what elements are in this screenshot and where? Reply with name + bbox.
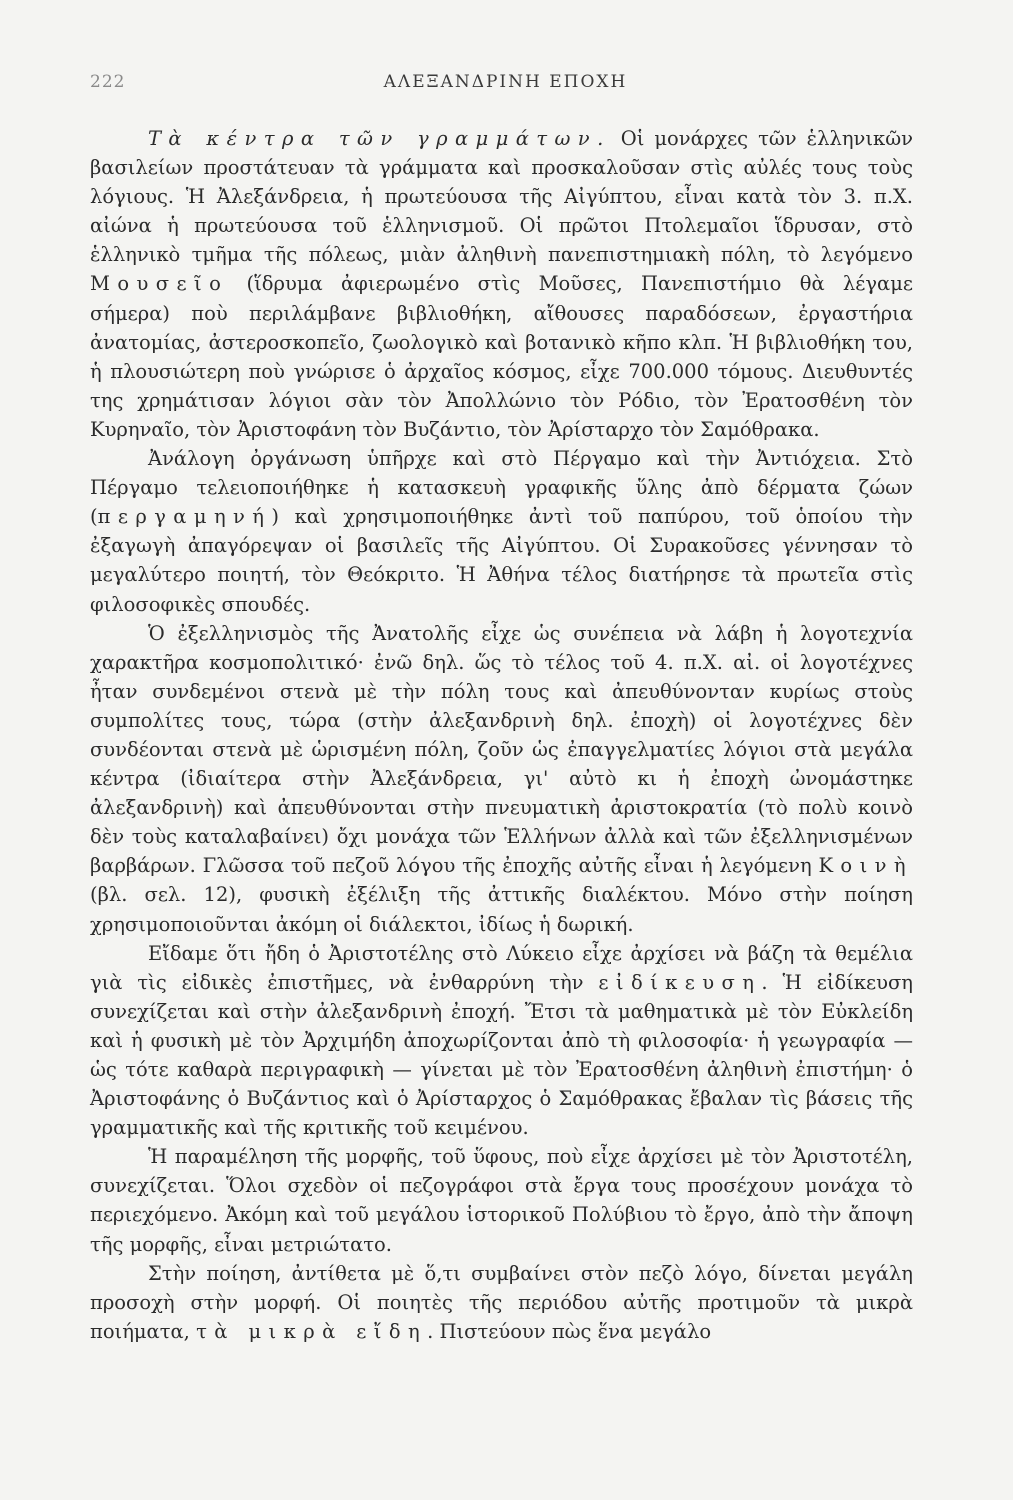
paragraph-text: Ἀνάλογη ὀργάνωση ὑπῆρχε καὶ στὸ Πέργαμο καὶ τὴν Ἀντιόχεια. Στὸ Πέργαμο τελειοποιήθηκε ἡ κατασκευὴ γραφικῆς ὕλης ἀπὸ δέρματα ζώων (	[90, 447, 913, 529]
spaced-term: τὰ μικρὰ εἴδη	[196, 1319, 428, 1343]
paragraph-text: Εἴδαμε ὅτι ἤδη ὁ Ἀριστοτέλης στὸ Λύκειο εἶχε ἀρχίσει νὰ βάζη τὰ θεμέλια γιὰ τὶς εἰδικὲς ἐπιστῆμες, νὰ ἐνθαρρύνη τὴν	[90, 941, 913, 994]
paragraph-text: (βλ. σελ. 12), φυσικὴ ἐξέλιξη τῆς ἀττικῆς διαλέκτου. Μόνο στὴν ποίηση χρησιμοποιοῦνται ἀκόμη οἱ διάλεκτοι, ἰδίως ἡ δωρική.	[90, 883, 913, 936]
paragraph-1	[90, 124, 913, 444]
paragraph-3	[90, 619, 913, 939]
paragraph-4	[90, 939, 913, 1143]
spaced-term: Μουσεῖο	[90, 272, 229, 296]
spaced-term: εἰδίκευση	[598, 970, 762, 994]
paragraph-text: (ἵδρυμα ἀφιερωμένο στὶς Μοῦσες, Πανεπιστήμιο θὰ λέγαμε σήμερα) ποὺ περιλάμβανε βιβλιοθήκη, αἴθουσες παραδόσεων, ἐργαστήρια ἀνατομίας, ἀστεροσκοπεῖο, ζωολογικὸ καὶ βοτανικὸ κῆπο κλπ. Ἡ βιβλιοθήκη του, ἡ πλουσιώτερη ποὺ γνώρισε ὁ ἀρχαῖος κόσμος, εἶχε 700.000 τόμους. Διευθυντές της χρημάτισαν λόγιοι σὰν τὸν Ἀπολλώνιο τὸν Ρόδιο, τὸν Ἐρατοσθένη τὸν Κυρηναῖο, τὸν Ἀριστοφάνη τὸν Βυζάντιο, τὸν Ἀρίσταρχο τὸν Σαμόθρακα.	[90, 272, 913, 441]
paragraph-5	[90, 1142, 913, 1258]
section-heading: Τὰ κέντρα τῶν γραμμάτων.	[148, 127, 611, 150]
spaced-term: Κοινὴ	[818, 854, 913, 878]
page-header	[90, 60, 921, 100]
body-text	[90, 124, 913, 1346]
paragraph-6	[90, 1259, 913, 1346]
running-title: ΑΛΕΞΑΝΔΡΙΝΗ ΕΠΟΧΗ	[383, 72, 628, 92]
paragraph-text: . Πιστεύουν πὼς ἕνα μεγάλο	[427, 1319, 712, 1343]
paragraph-2	[90, 444, 913, 619]
spaced-term: περγαμηνή	[97, 505, 272, 529]
paragraph-text: Ἡ παραμέληση τῆς μορφῆς, τοῦ ὕφους, ποὺ εἶχε ἀρχίσει μὲ τὸν Ἀριστοτέλη, συνεχίζεται. Ὅλοι σχεδὸν οἱ πεζογράφοι στὰ ἔργα τους προσέχουν μονάχα τὸ περιεχόμενο. Ἀκόμη καὶ τοῦ μεγάλου ἱστορικοῦ Πολύβιου τὸ ἔργο, ἀπὸ τὴν ἄποψη τῆς μορφῆς, εἶναι μετριώτατο.	[90, 1145, 913, 1256]
paragraph-text: Στὴν ποίηση, ἀντίθετα μὲ ὅ,τι συμβαίνει στὸν πεζὸ λόγο, δίνεται μεγάλη προσοχὴ στὴν μορφή. Οἱ ποιητὲς τῆς περιόδου αὐτῆς προτιμοῦν τὰ μικρὰ ποιήματα,	[90, 1261, 913, 1343]
paragraph-text: ) καὶ χρησιμοποιήθηκε ἀντὶ τοῦ παπύρου, τοῦ ὁποίου τὴν ἐξαγωγὴ ἀπαγόρεψαν οἱ βασιλεῖς τῆς Αἰγύπτου. Οἱ Συρακοῦσες γέννησαν τὸ μεγαλύτερο ποιητή, τὸν Θεόκριτο. Ἡ Ἀθήνα τέλος διατήρησε τὰ πρωτεῖα στὶς φιλοσοφικὲς σπουδές.	[90, 505, 913, 616]
paragraph-text: Ὁ ἐξελληνισμὸς τῆς Ἀνατολῆς εἶχε ὡς συνέπεια νὰ λάβη ἡ λογοτεχνία χαρακτῆρα κοσμοπολιτικό· ἐνῶ δηλ. ὥς τὸ τέλος τοῦ 4. π.Χ. αἰ. οἱ λογοτέχνες ἦταν συνδεμένοι στενὰ μὲ τὴν πόλη τους καὶ ἀπευθύνονταν κυρίως στοὺς συμπολίτες τους, τώρα (στὴν ἀλεξανδρινὴ δηλ. ἐποχὴ) οἱ λογοτέχνες δὲν συνδέονται στενὰ μὲ ὡρισμένη πόλη, ζοῦν ὡς ἐπαγγελματίες λόγιοι στὰ μεγάλα κέντρα (ἰδιαίτερα στὴν Ἀλεξάνδρεια, γι' αὐτὸ κι ἡ ἐποχὴ ὠνομάστηκε ἀλεξανδρινὴ) καὶ ἀπευθύνονται στὴν πνευματικὴ ἀριστοκρατία (τὸ πολὺ κοινὸ δὲν τοὺς καταλαβαίνει) ὄχι μονάχα τῶν Ἑλλήνων ἀλλὰ καὶ τῶν ἐξελληνισμένων βαρβάρων. Γλῶσσα τοῦ πεζοῦ λόγου τῆς ἐποχῆς αὐτῆς εἶναι ἡ λεγόμενη	[90, 621, 913, 878]
paragraph-text: . Ἡ εἰδίκευση συνεχίζεται καὶ στὴν ἀλεξανδρινὴ ἐποχή. Ἔτσι τὰ μαθηματικὰ μὲ τὸν Εὐκλείδη καὶ ἡ φυσικὴ μὲ τὸν Ἀρχιμήδη ἀποχωρίζονται ἀπὸ τὴ φιλοσοφία· ἡ γεωγραφία — ὡς τότε καθαρὰ περιγραφικὴ — γίνεται μὲ τὸν Ἐρατοσθένη ἀληθινὴ ἐπιστήμη· ὁ Ἀριστοφάνης ὁ Βυζάντιος καὶ ὁ Ἀρίσταρχος ὁ Σαμόθρακας ἔβαλαν τὶς βάσεις τῆς γραμματικῆς καὶ τῆς κριτικῆς τοῦ κειμένου.	[90, 970, 913, 1140]
page-number: 222	[90, 72, 126, 92]
paragraph-text: Οἱ μονάρχες τῶν ἑλληνικῶν βασιλείων προστάτευαν τὰ γράμματα καὶ προσκαλοῦσαν στὶς αὐλές τους τοὺς λόγιους. Ἡ Ἀλεξάνδρεια, ἡ πρωτεύουσα τῆς Αἰγύπτου, εἶναι κατὰ τὸν 3. π.Χ. αἰώνα ἡ πρωτεύουσα τοῦ ἑλληνισμοῦ. Οἱ πρῶτοι Πτολεμαῖοι ἵδρυσαν, στὸ ἑλληνικὸ τμῆμα τῆς πόλεως, μιὰν ἀληθινὴ πανεπιστημιακὴ πόλη, τὸ λεγόμενο	[90, 127, 913, 267]
